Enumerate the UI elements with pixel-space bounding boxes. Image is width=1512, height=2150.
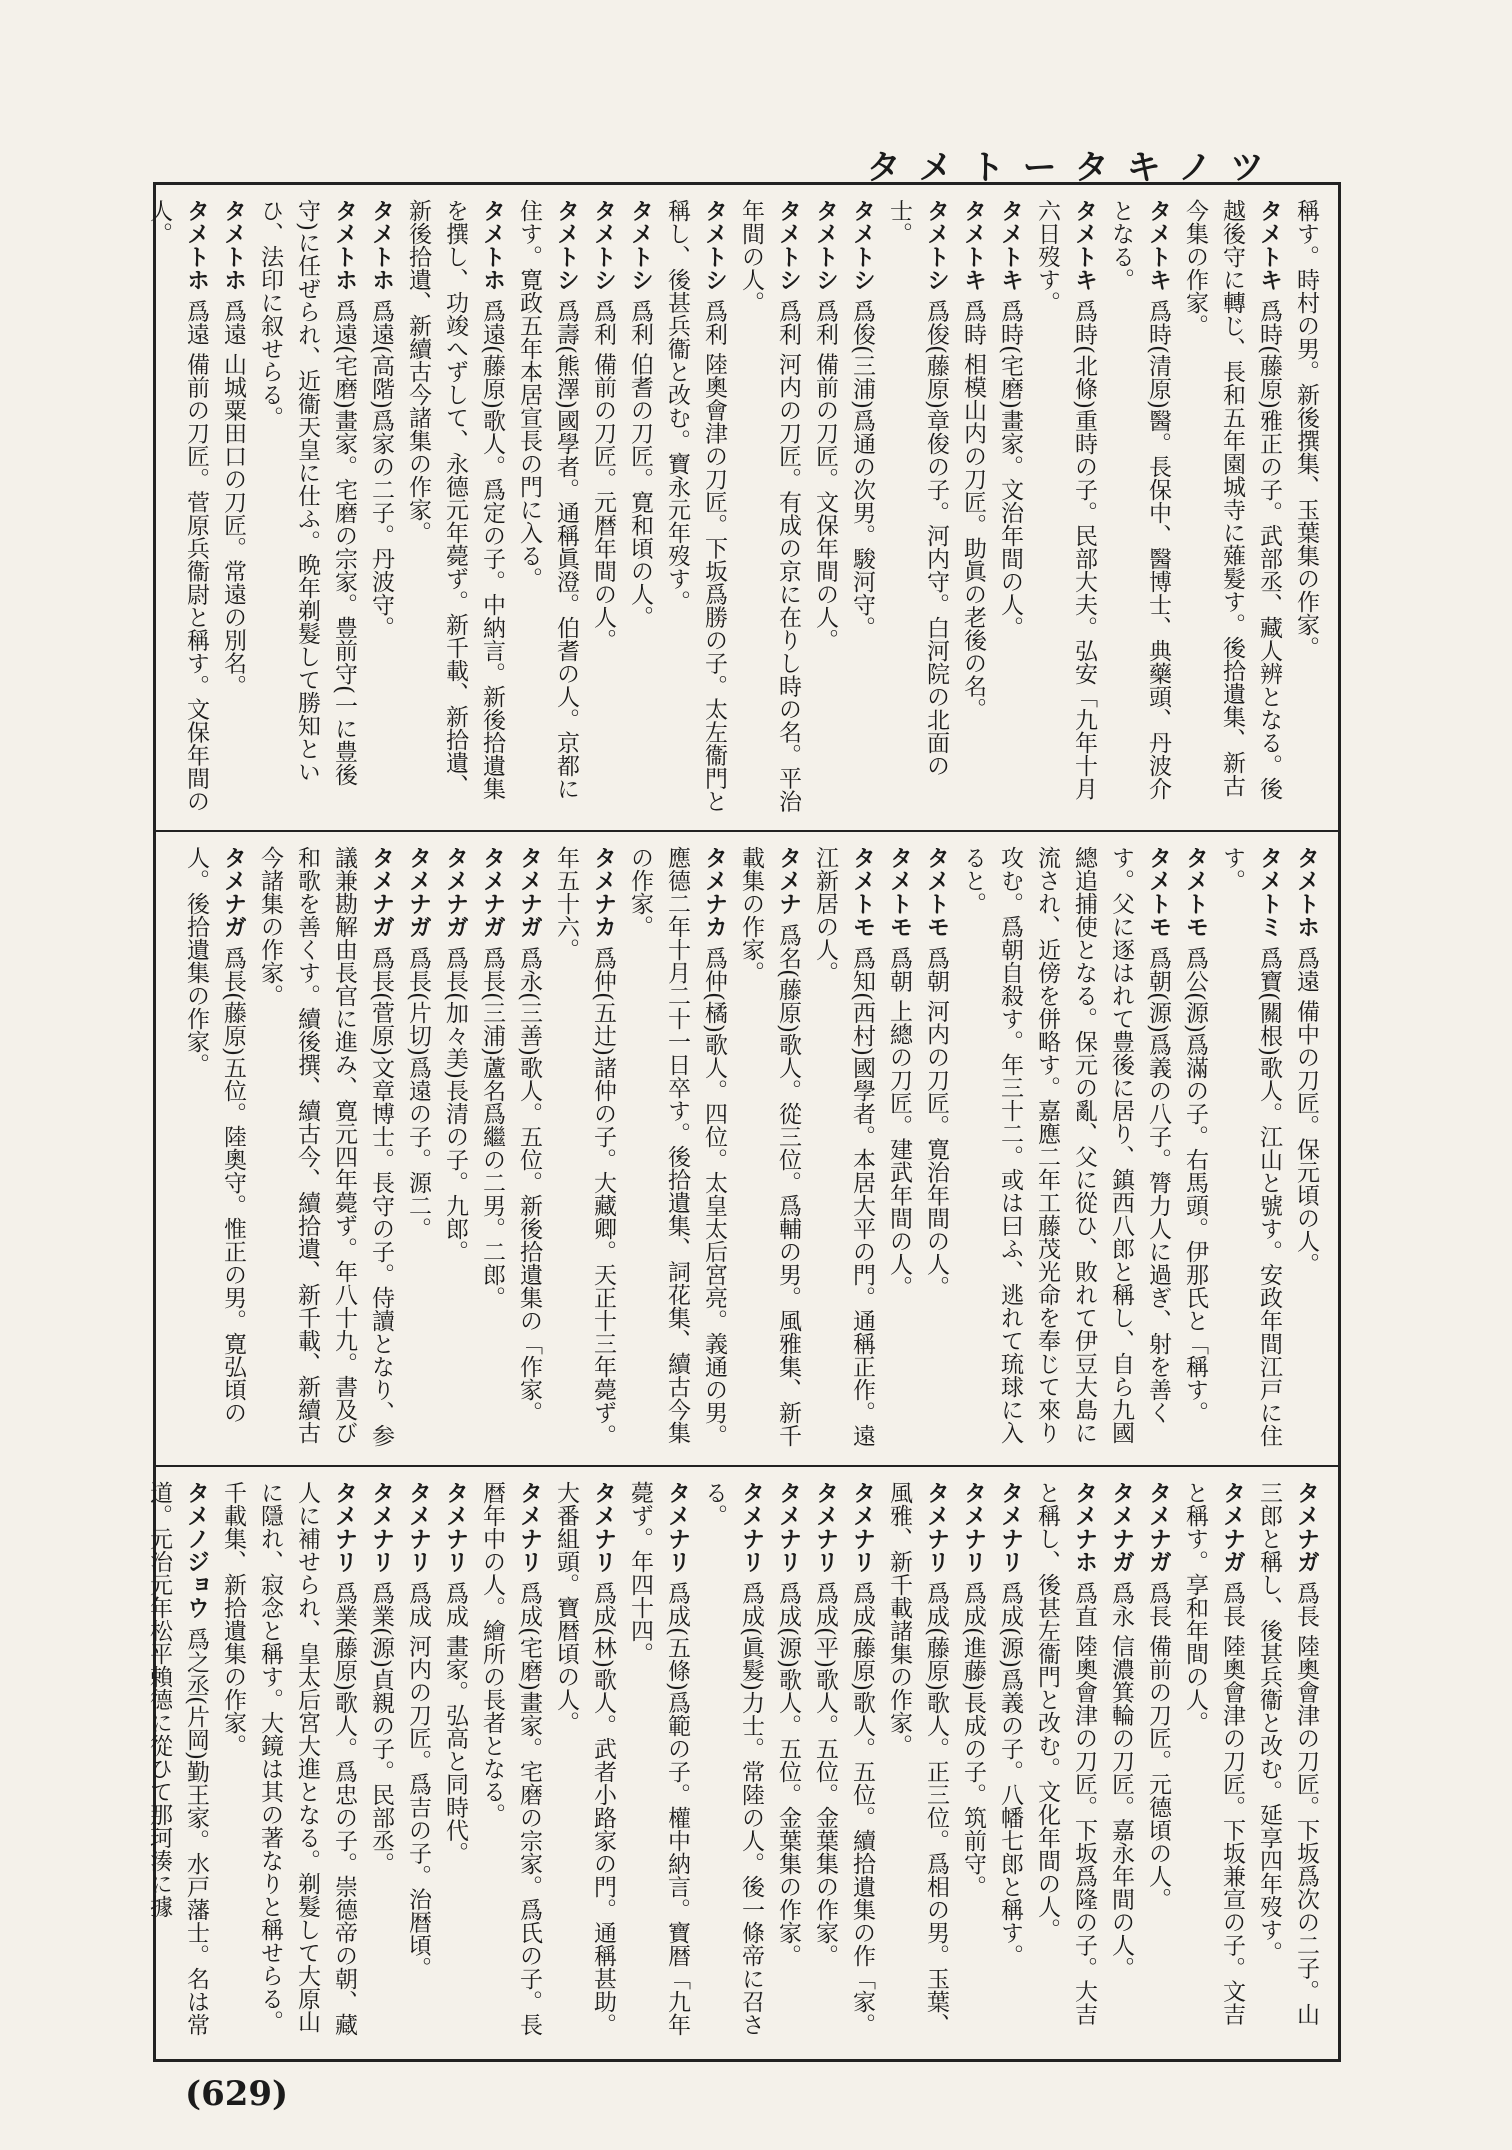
dictionary-entry [1213,846,1287,1448]
dictionary-entry [954,199,991,813]
entry-body: 爲時 相模山内の刀匠。助眞の老後の名。 [960,299,986,721]
dictionary-entry [436,1481,473,2045]
entry-headword: タメトモ [1145,846,1171,947]
entry-headword: タメナガ [1293,1481,1319,1582]
entry-body: 爲成(藤原)歌人。正三位。爲相の男。玉葉、風雅、新千載諸集の作家。 [886,1481,949,2036]
entry-headword: タメナリ [516,1481,542,1582]
dictionary-entry [991,1481,1028,2045]
tier-bottom [146,1465,1338,2059]
entry-body: 爲知(西村)國學者。本居大平の門。通稱正作。遠江新居の人。 [812,846,875,1447]
entry-headword: タメナガ [1219,1481,1245,1582]
running-head: タメトータキノツ [866,148,1282,188]
entry-headword: タメナガ [516,846,542,947]
entry-headword: タメトホ [220,199,246,300]
dictionary-entry [399,199,510,813]
dictionary-entry [806,1481,843,2045]
entry-headword: タメナガ [220,846,246,947]
entry-headword: タメナガ [368,846,394,947]
dictionary-entry [1139,1481,1176,2045]
entry-headword: タメトモ [1182,846,1208,947]
dictionary-entry [473,846,510,1448]
entry-body: 爲時(藤原)雅正の子。武部丞、藏人辨となる。後越後守に轉じ、長和五年園城寺に薙髮す。後拾遺集、新古今集の作家。 [1182,199,1282,800]
dictionary-entry [399,1481,436,2045]
entry-headword: タメトホ [331,199,357,300]
entry-headword: タメナリ [738,1481,764,1582]
dictionary-entry [806,846,880,1448]
entry-headword: タメトモ [849,846,875,947]
entry-headword: タメナリ [368,1481,394,1582]
dictionary-entry [621,846,732,1448]
entry-body: 爲朝(源)爲義の八子。膂力人に過ぎ、射を善くす。父に逐はれて豊後に居り、鎮西八郎と稱し、自ら九國總追捕使となる。保元の亂、父に從ひ、敗れて伊豆大島に流され、近傍を併略す。嘉應二年工藤茂光命を奉じて來り攻む。爲朝自殺す。年三十二。或は曰ふ、逃れて琉球に入ると。 [960,846,1171,1444]
entry-headword: タメノジョウ [183,1481,209,1628]
entry-body: 稱す。時村の男。新後撰集、玉葉集の作家。 [1293,199,1319,659]
entry-headword: タメトホ [479,199,505,300]
dictionary-entry [362,1481,399,2045]
dictionary-entry [214,1481,362,2045]
entry-body: 爲仲(橘)歌人。四位。太皇太后宮亮。義通の男。應德二年十月二十一日卒す。後拾遺集、詞花集、續古今集の作家。 [627,846,727,1447]
dictionary-entry [843,1481,880,2045]
entry-headword: タメナリ [442,1481,468,1582]
dictionary-entry [843,199,880,813]
dictionary-entry [880,199,954,813]
dictionary-entry [954,846,1176,1448]
entry-headword: タメナリ [590,1481,616,1582]
entry-body: 爲名(藤原)歌人。從三位。爲輔の男。風雅集、新千載集の作家。 [738,846,801,1447]
entry-body: 爲朝 河内の刀匠。寛治年間の人。 [923,946,949,1299]
entry-body: 爲成(眞髮)力士。常陸の人。後一條帝に召さる。 [701,1481,764,2036]
entry-body: 爲利 河内の刀匠。有成の京に在りし時の名。平治年間の人。 [738,199,801,813]
entry-headword: タメトモ [923,846,949,947]
entry-body: 爲遠(宅磨)畫家。宅磨の宗家。豊前守(一に豊後守)に任ぜられ、近衞天皇に仕ふ。晩年剃髮して勝知といひ、法印に叙せらる。 [257,199,357,786]
dictionary-entry [695,1481,769,2045]
entry-column [146,199,1324,813]
entry-headword: タメトシ [923,199,949,300]
text-frame [146,182,1341,2062]
entry-body: 爲長(加々美)長清の子。九郎。 [442,946,468,1263]
entry-body: 爲遠 備前の刀匠。菅原兵衞尉と稱す。文保年間の人。 [146,199,209,813]
dictionary-entry [547,846,621,1448]
dictionary-entry [140,1481,214,2045]
entry-body: 爲成(藤原)歌人。五位。續拾遺集の作「家。 [849,1581,875,2036]
dictionary-entry [1250,1481,1324,2045]
entry-body: 爲俊(藤原)章俊の子。河内守。白河院の北面の士。 [886,199,949,777]
entry-body: 爲利 備前の刀匠。元暦年間の人。 [590,299,616,652]
entry-headword: タメナカ [590,846,616,947]
dictionary-entry [621,199,658,813]
dictionary-entry [1176,846,1213,1448]
dictionary-entry [362,199,399,813]
dictionary-entry [658,199,732,813]
tier-top [146,185,1338,827]
dictionary-entry [177,846,251,1448]
dictionary-entry [917,846,954,1448]
entry-headword: タメトキ [960,199,986,300]
entry-body: 爲朝 上總の刀匠。建武年間の人。 [886,946,912,1299]
dictionary-entry [806,199,843,813]
entry-body: 爲成(源)歌人。五位。金葉集の作家。 [775,1581,801,1967]
dictionary-entry [584,199,621,813]
entry-headword: タメナ [775,846,801,924]
dictionary-entry [880,1481,954,2045]
entry-headword: タメトキ [1145,199,1171,300]
entry-headword: タメナガ [1145,1481,1171,1582]
entry-body: 爲長 備前の刀匠。元德頃の人。 [1145,1581,1171,1911]
entry-body: 爲長(菅原)文章博士。長守の子。侍讀となり、参議兼勘解由長官に進み、寛元四年薨ず。年八十九。書及び和歌を善くす。續後撰、續古今、續拾遺、新千載、新續古今諸集の作家。 [257,846,394,1447]
entry-body: 爲直 陸奧會津の刀匠。下坂爲隆の子。大吉と稱し、後甚左衞門と改む。文化年間の人。 [1034,1481,1097,2026]
dictionary-entry [547,1481,621,2045]
dictionary-entry [510,199,584,813]
entry-body: 爲永(三善)歌人。五位。新後拾遺集の「作家。 [516,946,542,1424]
entry-headword: タメトシ [701,199,727,300]
entry-body: 爲業(藤原)歌人。爲忠の子。崇德帝の朝、藏人に補せられ、皇太后宮大進となる。剃髮して大原山に隱れ、寂念と稱す。大鏡は其の著なりと稱せらる。千載集、新拾遺集の作家。 [220,1481,357,2036]
entry-headword: タメナリ [405,1481,431,1582]
entry-body: 爲公(源)爲滿の子。右馬頭。伊那氏と「稱す。 [1182,946,1208,1424]
entry-body: 爲長 陸奧會津の刀匠。下坂兼宣の子。文吉と稱す。享和年間の人。 [1182,1481,1245,2026]
entry-body: 爲之丞(片岡)勤王家。水戸藩士。名は常道。元治元年松平賴德に從ひて那珂湊に據 [146,1481,209,2036]
entry-body: 爲永 信濃箕輪の刀匠。嘉永年間の人。 [1108,1581,1134,1980]
entry-body: 爲遠(藤原)歌人。爲定の子。中納言。新後拾遺集を撰し、功竣へずして、永德元年薨ず。新千載、新拾遺、新後拾遺、新續古今諸集の作家。 [405,199,505,800]
dictionary-entry [1102,1481,1139,2045]
dictionary-entry [1102,199,1176,813]
entry-body: 爲成 河内の刀匠。爲吉の子。治暦頃。 [405,1581,431,1980]
entry-headword: タメナガ [442,846,468,947]
entry-column [146,1481,1324,2045]
entry-headword: タメナホ [1071,1481,1097,1582]
entry-body: 爲時(宅磨)畫家。文治年間の人。 [997,299,1023,639]
entry-headword: タメトモ [886,846,912,947]
dictionary-entry [1028,1481,1102,2045]
entry-headword: タメトシ [590,199,616,300]
entry-body: 爲成(林)歌人。武者小路家の門。通稱甚助。大番組頭。寶暦頃の人。 [553,1481,616,2036]
entry-headword: タメナリ [812,1481,838,1582]
entry-body: 爲長(藤原)五位。陸奧守。惟正の男。寛弘頃の人。後拾遺集の作家。 [183,846,246,1424]
entry-body: 爲成(平)歌人。五位。金葉集の作家。 [812,1581,838,1967]
entry-body: 爲遠(高階)爲家の二子。丹波守。 [368,299,394,639]
dictionary-entry [621,1481,695,2045]
entry-headword: タメナリ [960,1481,986,1582]
dictionary-entry [399,846,436,1448]
entry-headword: タメナリ [664,1481,690,1582]
dictionary-entry [1287,846,1324,1448]
entry-body: 爲成(宅磨)畫家。宅磨の宗家。爲氏の子。長暦年中の人。繪所の長者となる。 [479,1481,542,2036]
entry-headword: タメトキ [1071,199,1097,300]
dictionary-entry [251,199,362,813]
entry-body: 爲利 備前の刀匠。文保年間の人。 [812,299,838,652]
dictionary-entry [1028,199,1102,813]
page-number: (629) [185,2074,289,2114]
dictionary-entry [436,846,473,1448]
entry-headword: タメトシ [627,199,653,300]
entry-body: 爲成 畫家。弘高と同時代。 [442,1581,468,1865]
entry-headword: タメナリ [849,1481,875,1582]
dictionary-entry [880,846,917,1448]
entry-body: 爲俊(三浦)爲通の次男。駿河守。 [849,299,875,639]
tier-middle [156,830,1338,1462]
entry-headword: タメトシ [775,199,801,300]
dictionary-entry [214,199,251,813]
entry-headword: タメナリ [775,1481,801,1582]
entry-headword: タメトホ [368,199,394,300]
dictionary-entry [732,199,806,813]
entry-body: 爲利 伯耆の刀匠。寛和頃の人。 [627,299,653,629]
entry-body: 爲業(源)貞親の子。民部丞。 [368,1581,394,1875]
dictionary-entry [251,846,399,1448]
entry-headword: タメナカ [701,846,727,947]
entry-body: 爲成(進藤)長成の子。筑前守。 [960,1581,986,1898]
entry-body: 爲遠 備中の刀匠。保元頃の人。 [1293,946,1319,1276]
entry-headword: タメナガ [405,846,431,947]
dictionary-entry [473,1481,547,2045]
entry-headword: タメナリ [997,1481,1023,1582]
entry-headword: タメトホ [183,199,209,300]
entry-column [170,846,1324,1448]
entry-body: 爲遠 山城粟田口の刀匠。常遠の別名。 [220,299,246,698]
dictionary-entry [510,846,547,1448]
entry-headword: タメナリ [923,1481,949,1582]
entry-body: 爲長(三浦)蘆名爲繼の二男。二郎。 [479,946,505,1309]
entry-headword: タメナリ [331,1481,357,1582]
entry-body: 爲成(五條)爲範の子。權中納言。寶暦「九年薨ず。年四十四。 [627,1481,690,2036]
dictionary-entry [1176,1481,1250,2045]
entry-headword: タメトミ [1256,846,1282,947]
entry-body: 爲寶(關根)歌人。江山と號す。安政年間江戸に住す。 [1219,846,1282,1447]
entry-headword: タメトシ [553,199,579,300]
entry-headword: タメトキ [1256,199,1282,300]
dictionary-entry [732,846,806,1448]
entry-headword: タメナガ [1108,1481,1134,1582]
entry-body: 爲利 陸奧會津の刀匠。下坂爲勝の子。太左衞門と稱し、後甚兵衞と改む。寶永元年歿す。 [664,199,727,813]
dictionary-entry [769,1481,806,2045]
entry-body: 爲時(北條)重時の子。民部大夫。弘安「九年十月六日歿す。 [1034,199,1097,800]
dictionary-entry [954,1481,991,2045]
entry-body: 爲長 陸奧會津の刀匠。下坂爲次の二子。山三郎と稱し、後甚兵衞と改む。延享四年歿す。 [1256,1481,1319,2026]
dictionary-entry [991,199,1028,813]
entry-headword: タメトホ [1293,846,1319,947]
entry-headword: タメトキ [997,199,1023,300]
entry-headword: タメトシ [849,199,875,300]
entry-body: 爲仲(五辻)諸仲の子。大藏卿。天正十三年薨ず。年五十六。 [553,846,616,1447]
entry-body: 爲長(片切)爲遠の子。源二。 [405,946,431,1240]
entry-body: 爲成(源)爲義の子。八幡七郎と稱す。 [997,1581,1023,1967]
dictionary-entry [1176,199,1287,813]
entry-headword: タメトシ [812,199,838,300]
entry-headword: タメナガ [479,846,505,947]
dictionary-entry [1287,199,1324,813]
entry-body: 爲時(清原)醫。長保中、醫博士、典藥頭、丹波介となる。 [1108,199,1171,800]
entry-body: 爲壽(熊澤)國學者。通稱眞澄。伯耆の人。京都に住す。寛政五年本居宣長の門に入る。 [516,199,579,800]
dictionary-entry [140,199,214,813]
